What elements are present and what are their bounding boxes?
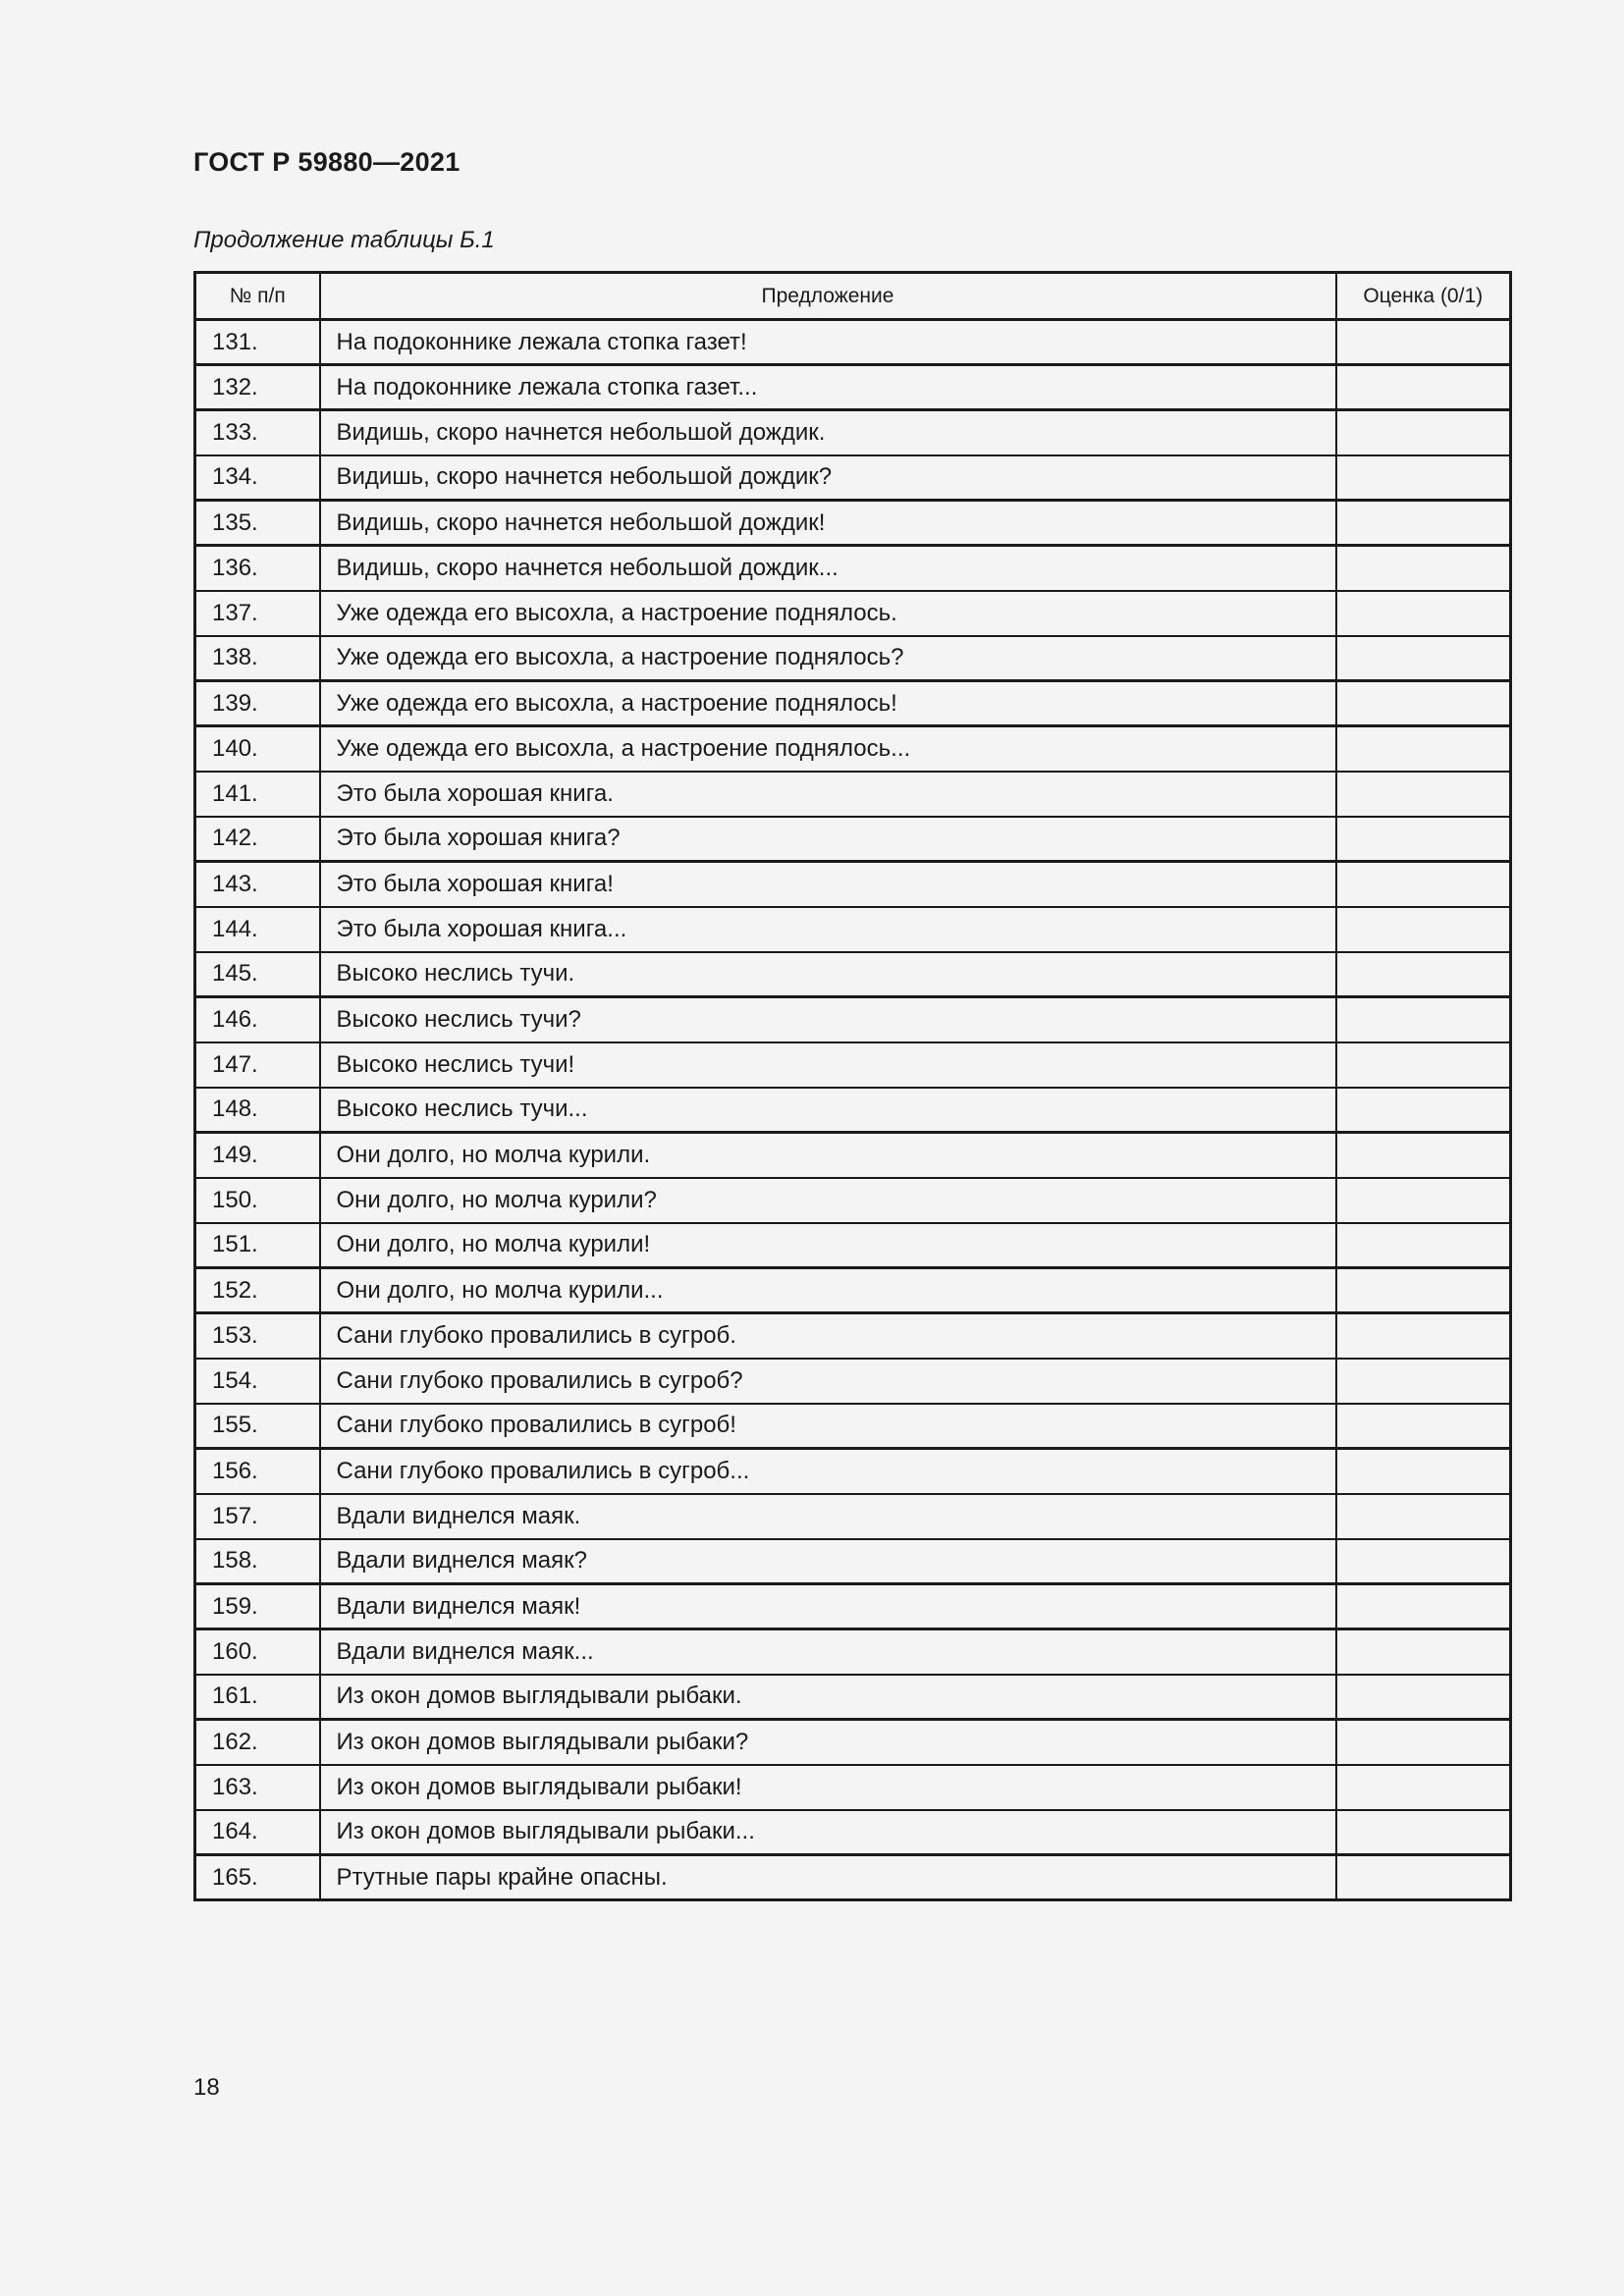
row-number: 148. xyxy=(195,1088,320,1133)
table-row xyxy=(195,1855,1511,1900)
row-number: 147. xyxy=(195,1042,320,1088)
column-header-score: Оценка (0/1) xyxy=(1336,273,1511,320)
row-number: 139. xyxy=(195,681,320,726)
page-number: 18 xyxy=(193,2074,220,2101)
table-body xyxy=(195,320,1511,1900)
row-number: 150. xyxy=(195,1178,320,1223)
row-number: 157. xyxy=(195,1494,320,1539)
row-score-cell[interactable] xyxy=(1336,501,1511,546)
table-row xyxy=(195,1584,1511,1629)
table-row xyxy=(195,1268,1511,1313)
table-row xyxy=(195,907,1511,952)
row-sentence: Уже одежда его высохла, а настроение поднялось! xyxy=(320,681,1336,726)
row-number: 164. xyxy=(195,1810,320,1855)
row-score-cell[interactable] xyxy=(1336,636,1511,681)
row-score-cell[interactable] xyxy=(1336,997,1511,1042)
row-sentence: Это была хорошая книга. xyxy=(320,772,1336,817)
row-number: 144. xyxy=(195,907,320,952)
row-number: 162. xyxy=(195,1720,320,1765)
row-score-cell[interactable] xyxy=(1336,907,1511,952)
column-header-number: № п/п xyxy=(195,273,320,320)
row-number: 155. xyxy=(195,1404,320,1449)
row-number: 135. xyxy=(195,501,320,546)
document-title: ГОСТ Р 59880—2021 xyxy=(193,147,460,177)
row-score-cell[interactable] xyxy=(1336,862,1511,907)
table-row xyxy=(195,1539,1511,1584)
table-row xyxy=(195,1449,1511,1494)
row-sentence: Вдали виднелся маяк. xyxy=(320,1494,1336,1539)
row-number: 153. xyxy=(195,1313,320,1359)
row-score-cell[interactable] xyxy=(1336,681,1511,726)
row-number: 146. xyxy=(195,997,320,1042)
row-number: 131. xyxy=(195,320,320,365)
row-number: 158. xyxy=(195,1539,320,1584)
row-number: 160. xyxy=(195,1629,320,1675)
row-number: 141. xyxy=(195,772,320,817)
row-number: 133. xyxy=(195,410,320,455)
sentence-table-container xyxy=(193,271,1509,1901)
column-header-sentence: Предложение xyxy=(320,273,1336,320)
row-sentence: Из окон домов выглядывали рыбаки. xyxy=(320,1675,1336,1720)
row-sentence: Высоко неслись тучи... xyxy=(320,1088,1336,1133)
row-score-cell[interactable] xyxy=(1336,1720,1511,1765)
row-sentence: Уже одежда его высохла, а настроение поднялось. xyxy=(320,591,1336,636)
sentence-table xyxy=(193,271,1512,1901)
row-score-cell[interactable] xyxy=(1336,546,1511,591)
row-number: 149. xyxy=(195,1133,320,1178)
row-score-cell[interactable] xyxy=(1336,1494,1511,1539)
table-row xyxy=(195,817,1511,862)
row-number: 132. xyxy=(195,365,320,410)
table-row xyxy=(195,1810,1511,1855)
table-row xyxy=(195,1359,1511,1404)
row-score-cell[interactable] xyxy=(1336,455,1511,501)
row-sentence: Они долго, но молча курили! xyxy=(320,1223,1336,1268)
table-row xyxy=(195,1765,1511,1810)
row-sentence: Они долго, но молча курили... xyxy=(320,1268,1336,1313)
row-sentence: Сани глубоко провалились в сугроб? xyxy=(320,1359,1336,1404)
row-score-cell[interactable] xyxy=(1336,1313,1511,1359)
row-score-cell[interactable] xyxy=(1336,591,1511,636)
row-sentence: На подоконнике лежала стопка газет... xyxy=(320,365,1336,410)
row-sentence: Из окон домов выглядывали рыбаки... xyxy=(320,1810,1336,1855)
row-score-cell[interactable] xyxy=(1336,1810,1511,1855)
table-row xyxy=(195,862,1511,907)
row-number: 138. xyxy=(195,636,320,681)
row-score-cell[interactable] xyxy=(1336,1539,1511,1584)
table-row xyxy=(195,1720,1511,1765)
table-row xyxy=(195,410,1511,455)
row-number: 152. xyxy=(195,1268,320,1313)
row-score-cell[interactable] xyxy=(1336,1675,1511,1720)
row-sentence: Видишь, скоро начнется небольшой дождик? xyxy=(320,455,1336,501)
table-row xyxy=(195,1178,1511,1223)
table-header-row xyxy=(195,273,1511,320)
row-sentence: Сани глубоко провалились в сугроб! xyxy=(320,1404,1336,1449)
row-sentence: Ртутные пары крайне опасны. xyxy=(320,1855,1336,1900)
row-sentence: Это была хорошая книга... xyxy=(320,907,1336,952)
row-sentence: Это была хорошая книга! xyxy=(320,862,1336,907)
row-sentence: Вдали виднелся маяк? xyxy=(320,1539,1336,1584)
row-sentence: Высоко неслись тучи. xyxy=(320,952,1336,997)
table-row xyxy=(195,1088,1511,1133)
row-score-cell[interactable] xyxy=(1336,1088,1511,1133)
table-row xyxy=(195,1223,1511,1268)
table-row xyxy=(195,726,1511,772)
row-sentence: Уже одежда его высохла, а настроение поднялось? xyxy=(320,636,1336,681)
row-score-cell[interactable] xyxy=(1336,1449,1511,1494)
table-row xyxy=(195,1675,1511,1720)
row-number: 163. xyxy=(195,1765,320,1810)
row-number: 137. xyxy=(195,591,320,636)
table-row xyxy=(195,591,1511,636)
row-number: 140. xyxy=(195,726,320,772)
row-score-cell[interactable] xyxy=(1336,1584,1511,1629)
row-score-cell[interactable] xyxy=(1336,1629,1511,1675)
row-number: 136. xyxy=(195,546,320,591)
row-sentence: Вдали виднелся маяк... xyxy=(320,1629,1336,1675)
row-score-cell[interactable] xyxy=(1336,726,1511,772)
row-number: 145. xyxy=(195,952,320,997)
row-score-cell[interactable] xyxy=(1336,772,1511,817)
table-row xyxy=(195,1133,1511,1178)
table-row xyxy=(195,681,1511,726)
table-caption: Продолжение таблицы Б.1 xyxy=(193,227,495,253)
table-row xyxy=(195,501,1511,546)
row-score-cell[interactable] xyxy=(1336,952,1511,997)
row-score-cell[interactable] xyxy=(1336,1765,1511,1810)
row-sentence: Высоко неслись тучи! xyxy=(320,1042,1336,1088)
row-number: 151. xyxy=(195,1223,320,1268)
row-sentence: Вдали виднелся маяк! xyxy=(320,1584,1336,1629)
table-row xyxy=(195,772,1511,817)
row-sentence: Сани глубоко провалились в сугроб. xyxy=(320,1313,1336,1359)
row-sentence: Из окон домов выглядывали рыбаки? xyxy=(320,1720,1336,1765)
row-score-cell[interactable] xyxy=(1336,1404,1511,1449)
row-sentence: Видишь, скоро начнется небольшой дождик... xyxy=(320,546,1336,591)
table-row xyxy=(195,365,1511,410)
row-number: 159. xyxy=(195,1584,320,1629)
row-sentence: Это была хорошая книга? xyxy=(320,817,1336,862)
row-sentence: На подоконнике лежала стопка газет! xyxy=(320,320,1336,365)
row-score-cell[interactable] xyxy=(1336,320,1511,365)
table-row xyxy=(195,320,1511,365)
row-score-cell[interactable] xyxy=(1336,1223,1511,1268)
table-row xyxy=(195,1494,1511,1539)
row-sentence: Видишь, скоро начнется небольшой дождик! xyxy=(320,501,1336,546)
row-sentence: Уже одежда его высохла, а настроение поднялось... xyxy=(320,726,1336,772)
row-score-cell[interactable] xyxy=(1336,1268,1511,1313)
table-row xyxy=(195,1042,1511,1088)
table-row xyxy=(195,1629,1511,1675)
row-score-cell[interactable] xyxy=(1336,817,1511,862)
table-row xyxy=(195,997,1511,1042)
row-score-cell[interactable] xyxy=(1336,365,1511,410)
row-score-cell[interactable] xyxy=(1336,1359,1511,1404)
row-sentence: Из окон домов выглядывали рыбаки! xyxy=(320,1765,1336,1810)
row-score-cell[interactable] xyxy=(1336,1178,1511,1223)
row-number: 142. xyxy=(195,817,320,862)
row-number: 156. xyxy=(195,1449,320,1494)
row-number: 134. xyxy=(195,455,320,501)
row-number: 165. xyxy=(195,1855,320,1900)
row-score-cell[interactable] xyxy=(1336,410,1511,455)
table-row xyxy=(195,1313,1511,1359)
row-score-cell[interactable] xyxy=(1336,1042,1511,1088)
row-score-cell[interactable] xyxy=(1336,1133,1511,1178)
row-sentence: Сани глубоко провалились в сугроб... xyxy=(320,1449,1336,1494)
row-sentence: Видишь, скоро начнется небольшой дождик. xyxy=(320,410,1336,455)
row-sentence: Они долго, но молча курили? xyxy=(320,1178,1336,1223)
table-row xyxy=(195,455,1511,501)
row-score-cell[interactable] xyxy=(1336,1855,1511,1900)
table-row xyxy=(195,636,1511,681)
table-row xyxy=(195,1404,1511,1449)
table-row xyxy=(195,546,1511,591)
row-sentence: Высоко неслись тучи? xyxy=(320,997,1336,1042)
row-sentence: Они долго, но молча курили. xyxy=(320,1133,1336,1178)
row-number: 161. xyxy=(195,1675,320,1720)
table-row xyxy=(195,952,1511,997)
row-number: 154. xyxy=(195,1359,320,1404)
row-number: 143. xyxy=(195,862,320,907)
